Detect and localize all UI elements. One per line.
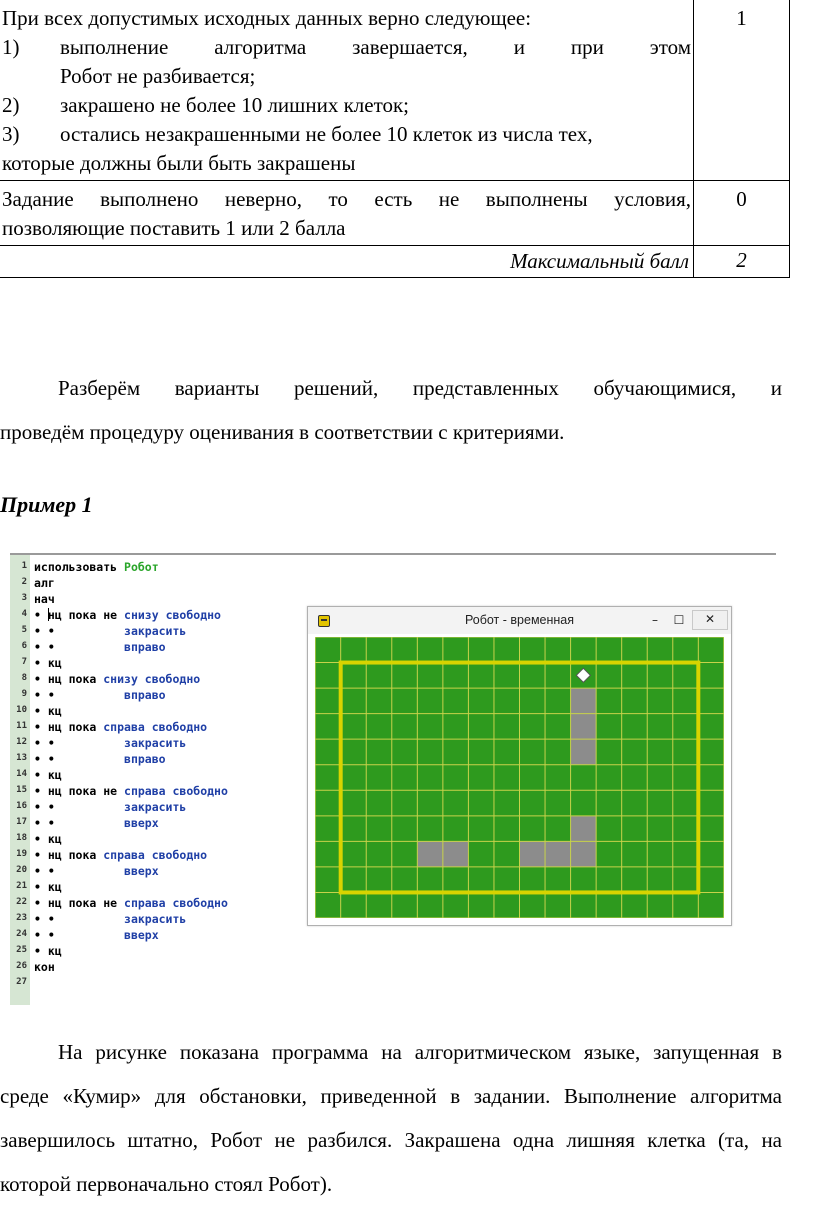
code-token: кц (47, 656, 62, 670)
code-token: закрасить (124, 624, 187, 638)
minimize-icon[interactable]: – (652, 613, 658, 627)
code-token: использовать (34, 560, 125, 574)
line-number: 4 (21, 609, 27, 619)
line-number: 23 (16, 913, 27, 923)
criteria-score-2: 0 (694, 181, 790, 246)
criteria-text-2: Задание выполнено неверно, то есть не выполнены условия, позволяющие поставить 1 или 2 балла (0, 181, 694, 246)
painted-cell (571, 739, 597, 765)
code-token: справа свободно (103, 720, 208, 734)
line-number: 13 (16, 753, 27, 763)
code-line[interactable]: • • вверх (34, 816, 159, 830)
criteria-item-3: 3) остались незакрашенными не более 10 клеток из числа тех, (2, 122, 593, 146)
code-line[interactable]: • • закрасить (34, 736, 187, 750)
code-token: кц (47, 768, 62, 782)
painted-cell (571, 816, 597, 842)
robot-window[interactable] (307, 606, 732, 926)
line-number: 26 (16, 961, 27, 971)
code-token: закрасить (124, 800, 187, 814)
line-number: 24 (16, 929, 27, 939)
painted-cell (520, 841, 546, 867)
code-token: кц (47, 704, 62, 718)
line-number: 16 (16, 801, 27, 811)
code-line[interactable]: • • вверх (34, 864, 159, 878)
criteria-item-1: 1) выполнение алгоритма завершается, и при этом Робот не разбивается; (2, 35, 692, 88)
code-line[interactable]: • кц (34, 944, 62, 958)
line-number: 10 (16, 705, 27, 715)
code-token: нц пока (47, 672, 104, 686)
line-number: 5 (21, 625, 27, 635)
robot-field (315, 637, 724, 918)
line-number: 9 (21, 689, 27, 699)
line-number: 2 (21, 577, 27, 587)
code-token: кц (47, 944, 62, 958)
line-number: 25 (16, 945, 27, 955)
code-token: закрасить (124, 736, 187, 750)
code-line[interactable] (34, 959, 55, 975)
code-token: нц пока не (47, 784, 125, 798)
code-token: вверх (124, 928, 159, 942)
intro-paragraph: Разберём варианты решений, представленных обучающимися, и проведём процедуру оценивания в соответствии с критериями. (0, 376, 783, 444)
code-line[interactable] (34, 559, 159, 575)
code-line[interactable]: • • вправо (34, 640, 166, 654)
line-number: 21 (16, 881, 27, 891)
line-number: 15 (16, 785, 27, 795)
criteria-table (0, 0, 790, 278)
painted-cell (545, 841, 571, 867)
code-line[interactable]: • кц (34, 656, 62, 670)
line-number: 7 (21, 657, 27, 667)
code-token: снизу свободно (124, 608, 221, 622)
max-score-value: 2 (694, 246, 790, 278)
painted-cell (443, 841, 469, 867)
code-token: нц пока не (47, 608, 125, 622)
code-line[interactable]: • • вверх (34, 928, 159, 942)
code-line[interactable]: • нц пока не справа свободно (34, 896, 228, 910)
painted-cell (571, 841, 597, 867)
line-number: 22 (16, 897, 27, 907)
code-line[interactable]: • • закрасить (34, 624, 187, 638)
code-line[interactable]: • кц (34, 704, 62, 718)
close-icon[interactable]: ✕ (692, 610, 728, 630)
code-token: вправо (124, 640, 166, 654)
code-line[interactable]: • кц (34, 880, 62, 894)
line-number: 20 (16, 865, 27, 875)
painted-cell (571, 688, 597, 714)
code-line[interactable]: • нц пока не справа свободно (34, 784, 228, 798)
line-number: 18 (16, 833, 27, 843)
code-token: кц (47, 832, 62, 846)
line-number: 1 (21, 561, 27, 571)
code-line[interactable]: • нц пока справа свободно (34, 720, 208, 734)
code-token: справа свободно (124, 784, 228, 798)
code-line[interactable] (34, 591, 55, 607)
code-token: закрасить (124, 912, 187, 926)
code-token: справа свободно (124, 896, 228, 910)
code-line[interactable]: • кц (34, 832, 62, 846)
code-token: Робот (124, 560, 159, 574)
code-token: справа свободно (103, 848, 208, 862)
code-token: вверх (124, 816, 159, 830)
explanation-paragraph: На рисунке показана программа на алгоритмическом языке, запущенная в среде «Кумир» для обстановки, приведенной в задании. Выполнение алгоритма завершилось штатно, Робот не разбился. Закрашена одна лишняя клетка (та, на которой первоначально стоял Робот). (0, 1040, 782, 1196)
criteria-score-1: 1 (694, 0, 790, 181)
code-line[interactable]: • кц (34, 768, 62, 782)
max-score-label: Максимальный балл (0, 246, 694, 278)
code-token: вправо (124, 688, 166, 702)
code-token: нц пока (47, 848, 104, 862)
criteria-intro: При всех допустимых исходных данных верно следующее: (2, 6, 532, 30)
line-number: 19 (16, 849, 27, 859)
code-token: кон (34, 960, 55, 974)
code-line[interactable]: • • закрасить (34, 800, 187, 814)
code-token: алг (34, 576, 55, 590)
criteria-item-2: 2) закрашено не более 10 лишних клеток; (2, 93, 410, 117)
code-token: вправо (124, 752, 166, 766)
robot-window-title: Робот - временная (464, 613, 575, 627)
line-number: 6 (21, 641, 27, 651)
robot-window-titlebar[interactable] (308, 607, 731, 634)
line-number: 3 (21, 593, 27, 603)
criteria-text-1 (0, 0, 694, 181)
code-token: снизу свободно (103, 672, 201, 686)
painted-cell (417, 841, 443, 867)
code-token: нц пока не (47, 896, 125, 910)
code-line[interactable]: • • вправо (34, 688, 166, 702)
code-line[interactable] (34, 575, 55, 591)
painted-cell (571, 714, 597, 740)
code-token: нач (34, 592, 55, 606)
code-line[interactable]: • • вправо (34, 752, 166, 766)
criteria-tail: которые должны были быть закрашены (2, 151, 356, 175)
line-number: 27 (16, 977, 27, 987)
code-token: нц пока (47, 720, 104, 734)
code-line[interactable]: • • закрасить (34, 912, 187, 926)
code-token: кц (47, 880, 62, 894)
editor-top-border (10, 553, 776, 555)
line-number: 14 (16, 769, 27, 779)
line-number: 17 (16, 817, 27, 827)
maximize-icon[interactable]: ☐ (673, 613, 685, 627)
line-number: 8 (21, 673, 27, 683)
code-token: вверх (124, 864, 159, 878)
code-line[interactable]: • нц пока справа свободно (34, 848, 208, 862)
code-line[interactable]: • нц пока не снизу свободно (34, 608, 221, 622)
line-number: 11 (16, 721, 27, 731)
code-line[interactable]: • нц пока снизу свободно (34, 672, 201, 686)
example-title: Пример 1 (0, 492, 93, 517)
line-number: 12 (16, 737, 27, 747)
